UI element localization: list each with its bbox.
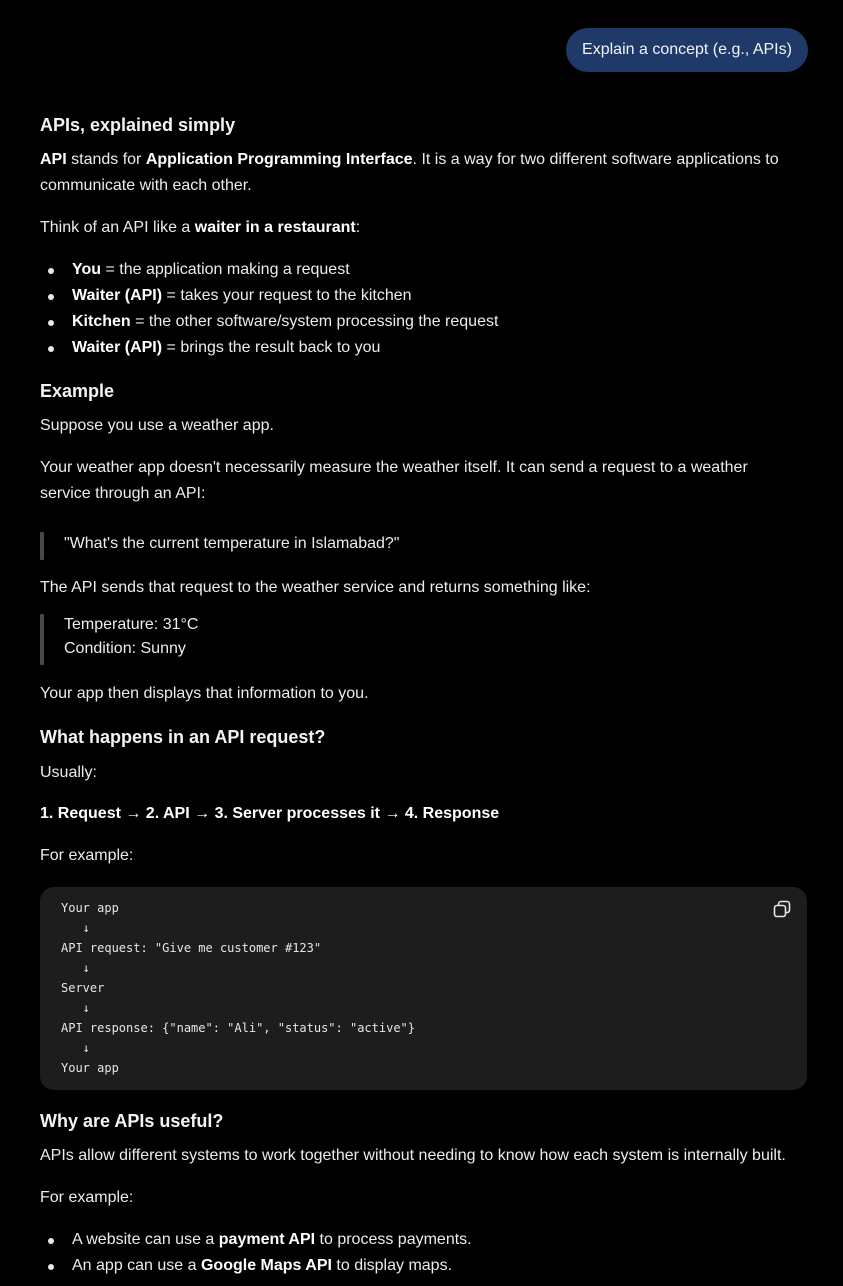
bullet-icon [48,268,54,274]
request-flow: 1. Request → 2. API → 3. Server processes it → 4. Response [40,805,500,822]
list-item [72,261,350,279]
example-heading: Example [40,381,115,401]
useful-text: APIs allow different systems to work together without needing to know how each system is internally built. [40,1147,786,1164]
code-line: Your app [61,1061,119,1075]
example-paragraph-line-2: service through an API: [40,485,206,502]
list-item-bold: Google Maps API [200,1257,332,1274]
result-line-temperature: Temperature: 31°C [64,616,199,633]
code-line: API request: "Give me customer #123" [61,941,322,955]
list-item [72,1257,452,1275]
user-message-bubble [566,28,808,72]
code-line: Your app [61,901,119,915]
displays-text: Your app then displays that information to you. [40,685,369,702]
intro-api: API [40,151,67,168]
copy-icon [772,899,792,919]
code-line: ↓ [61,1001,90,1015]
list-item [72,1231,472,1249]
example-paragraph-line-1: Your weather app doesn't necessarily measure the weather itself. It can send a request to a weather [40,459,748,476]
code-line: API response: {"name": "Ali", "status": "active"} [61,1021,416,1035]
bullet-icon [48,1264,54,1270]
intro-rest: . It is a way for two different software applications to [412,151,779,168]
user-message-text: Explain a concept (e.g., APIs) [582,41,792,58]
bullet-icon [48,1238,54,1244]
list-item-term: You [72,261,102,278]
useful-heading: Why are APIs useful? [40,1111,224,1131]
analogy-text [40,219,360,237]
intro-full-name: Application Programming Interface [145,151,413,168]
intro-line-2: communicate with each other. [40,177,252,194]
list-item-prefix: An app can use a [72,1257,201,1274]
example-intro: Suppose you use a weather app. [40,417,274,434]
result-blockquote-bar [40,614,44,665]
blockquote-text: "What's the current temperature in Islamabad?" [64,535,400,552]
request-heading: What happens in an API request? [40,727,326,747]
result-line-condition: Condition: Sunny [64,640,186,657]
intro-stands-for: stands for [66,151,146,168]
list-item-desc: = the other software/system processing the request [130,313,499,330]
list-item-bold: payment API [218,1231,316,1248]
code-line: ↓ [61,921,90,935]
code-line: ↓ [61,961,90,975]
for-example-text: For example: [40,847,134,864]
code-line: Server [61,981,105,995]
for-example-text-2: For example: [40,1189,134,1206]
returns-text: The API sends that request to the weather service and returns something like: [40,579,591,596]
code-block [40,887,807,1090]
list-item-desc: = the application making a request [101,261,350,278]
list-item [72,313,498,331]
list-item-suffix: to display maps. [331,1257,453,1274]
intro-line-1 [40,151,779,169]
usually-text: Usually: [40,764,97,781]
list-item-suffix: to process payments. [315,1231,472,1248]
bullet-icon [48,346,54,352]
list-item-prefix: A website can use a [72,1231,219,1248]
code-line: ↓ [61,1041,90,1055]
response-title: APIs, explained simply [40,115,236,135]
list-item-desc: = takes your request to the kitchen [162,287,412,304]
list-item [72,287,412,305]
analogy-bold: waiter in a restaurant [194,219,356,236]
blockquote-bar [40,532,44,560]
copy-code-button[interactable] [770,897,794,921]
list-item-term: Waiter (API) [72,339,163,356]
list-item-desc: = brings the result back to you [162,339,381,356]
bullet-icon [48,320,54,326]
bullet-icon [48,294,54,300]
analogy-prefix: Think of an API like a [40,219,195,236]
list-item-term: Waiter (API) [72,287,163,304]
list-item [72,339,380,357]
list-item-term: Kitchen [72,313,131,330]
analogy-suffix: : [355,219,361,236]
